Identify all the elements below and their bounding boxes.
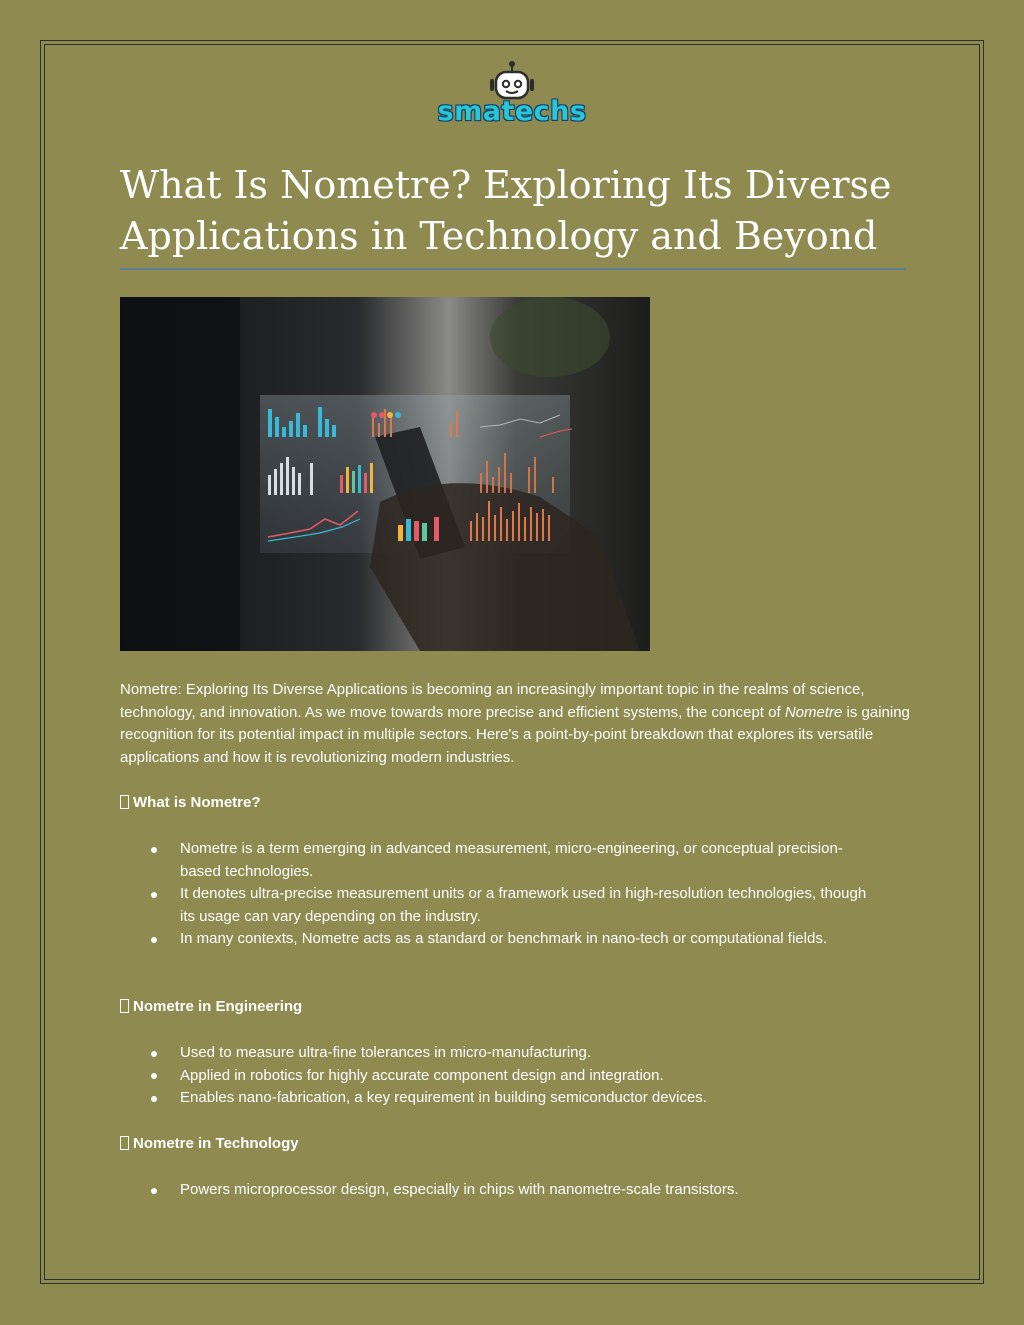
section-heading-text: What is Nometre? [133, 794, 261, 811]
missing-glyph-icon [120, 1136, 129, 1150]
title-divider [120, 268, 906, 270]
list-item: Powers microprocessor design, especially in chips with nanometre-scale transistors. [180, 1179, 880, 1202]
list-item: Used to measure ultra-fine tolerances in micro-manufacturing. [180, 1042, 880, 1065]
list-item: It denotes ultra-precise measurement units or a framework used in high-resolution technologies, though its usage can vary depending on the industry. [180, 883, 880, 928]
section-heading-technology [120, 1133, 299, 1156]
page-title: What Is Nometre? Exploring Its Diverse Applications in Technology and Beyond [120, 163, 892, 258]
list-item: In many contexts, Nometre acts as a standard or benchmark in nano-tech or computational fields. [180, 928, 880, 951]
intro-text-end: is gaining recognition for its potential impact in multiple sectors. Here's a point-by-point breakdown that explores its versatile applications and how it is revolutionizing modern industries. [120, 703, 910, 766]
list-item: Enables nano-fabrication, a key requirement in building semiconductor devices. [180, 1087, 880, 1110]
missing-glyph-icon [120, 999, 129, 1013]
intro-text-start: Nometre: Exploring Its Diverse Applications is becoming an increasingly important topic in the realms of science, technology, and innovation. As we move towards more precise and efficient systems, the concept of [120, 681, 865, 721]
robot-icon [426, 60, 598, 100]
bullet-list-what-is [180, 838, 880, 951]
bullet-list-engineering [180, 1042, 880, 1110]
intro-paragraph [120, 679, 910, 769]
smatechs-logo [426, 60, 598, 132]
section-heading-what-is [120, 792, 261, 815]
section-heading-engineering [120, 996, 302, 1019]
bullet-list-technology [180, 1179, 880, 1202]
hero-image [120, 297, 650, 651]
section-heading-text: Nometre in Engineering [133, 998, 303, 1015]
section-heading-text: Nometre in Technology [133, 1135, 299, 1152]
list-item: Nometre is a term emerging in advanced measurement, micro-engineering, or conceptual precision-based technologies. [180, 838, 880, 883]
intro-emphasis: Nometre [784, 703, 843, 721]
list-item: Applied in robotics for highly accurate component design and integration. [180, 1065, 880, 1088]
missing-glyph-icon [120, 795, 129, 809]
logo-wordmark: smatechs [437, 96, 587, 127]
